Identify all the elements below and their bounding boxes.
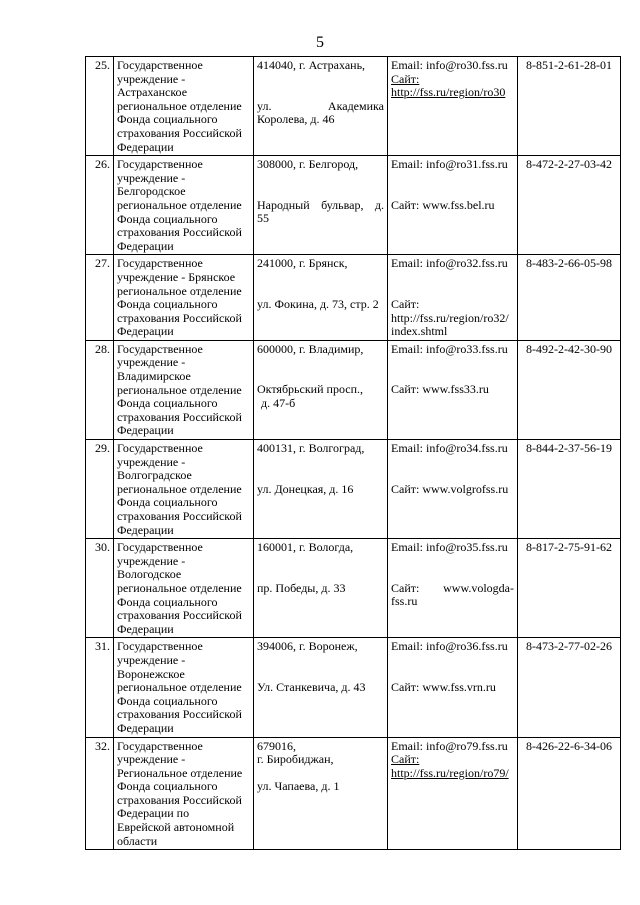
address: 160001, г. Вологда, пр. Победы, д. 33 — [254, 539, 388, 638]
organization-name: Государственное учреждение - Региональное отделение Фонда социального страхования Российской Федерации по Еврейской автономной области — [114, 737, 254, 850]
email-link[interactable]: Email: info@ro36.fss.ru — [391, 639, 508, 654]
email-link[interactable]: Email: info@ro32.fss.ru — [391, 256, 508, 271]
email-link[interactable]: Email: info@ro34.fss.ru — [391, 441, 508, 456]
site-link[interactable]: Сайт: www.fss.vrn.ru — [391, 679, 496, 694]
site-label: Сайт: — [391, 71, 420, 86]
email-link[interactable]: Email: info@ro33.fss.ru — [391, 341, 508, 356]
email-link[interactable]: Email: info@ro31.fss.ru — [391, 157, 508, 172]
address: 414040, г. Астрахань, ул. Академика Королева, д. 46 — [254, 57, 388, 156]
table-row — [86, 255, 621, 341]
organization-name: Государственное учреждение - Волгоградское региональное отделение Фонда социального страхования Российской Федерации — [114, 440, 254, 539]
site-link[interactable]: http://fss.ru/region/ro79/ — [391, 765, 509, 780]
address: 679016, г. Биробиджан, ул. Чапаева, д. 1 — [254, 737, 388, 850]
row-number: 29. — [86, 440, 114, 539]
address: 308000, г. Белгород, Народный бульвар, д. 55 — [254, 156, 388, 255]
address: 394006, г. Воронеж, Ул. Станкевича, д. 43 — [254, 638, 388, 737]
site-link[interactable]: Сайт: www.fss33.ru — [391, 382, 489, 397]
email-link[interactable]: Email: info@ro35.fss.ru — [391, 540, 508, 555]
table-row — [86, 638, 621, 737]
organization-name: Государственное учреждение - Астраханское региональное отделение Фонда социального страхования Российской Федерации — [114, 57, 254, 156]
site-link[interactable]: http://fss.ru/region/ro32/ — [391, 310, 509, 325]
table-row — [86, 340, 621, 439]
contacts — [388, 440, 518, 539]
site-link[interactable]: Сайт: www.fss.bel.ru — [391, 197, 495, 212]
organization-name: Государственное учреждение - Владимирское региональное отделение Фонда социального страхования Российской Федерации — [114, 340, 254, 439]
row-number: 30. — [86, 539, 114, 638]
site-link[interactable]: http://fss.ru/region/ro30 — [391, 85, 506, 100]
contacts — [388, 156, 518, 255]
site-label: Сайт: — [391, 580, 420, 595]
phone-number: 8-492-2-42-30-90 — [518, 340, 621, 439]
organization-name: Государственное учреждение - Брянское региональное отделение Фонда социального страхования Российской Федерации — [114, 255, 254, 341]
row-number: 28. — [86, 340, 114, 439]
table-row — [86, 57, 621, 156]
site-link-continued[interactable]: index.shtml — [391, 324, 448, 339]
address: 600000, г. Владимир, Октябрьский просп., д. 47-б — [254, 340, 388, 439]
table-row — [86, 539, 621, 638]
row-number: 31. — [86, 638, 114, 737]
organization-name: Государственное учреждение - Воронежское региональное отделение Фонда социального страхования Российской Федерации — [114, 638, 254, 737]
site-label: Сайт: — [391, 296, 420, 311]
row-number: 27. — [86, 255, 114, 341]
table-row — [86, 737, 621, 850]
contacts — [388, 638, 518, 737]
contacts — [388, 340, 518, 439]
page-number: 5 — [316, 34, 324, 51]
phone-number: 8-844-2-37-56-19 — [518, 440, 621, 539]
site-link-continued[interactable]: fss.ru — [391, 594, 418, 609]
regional-offices-table — [85, 56, 621, 850]
row-number: 26. — [86, 156, 114, 255]
row-number: 32. — [86, 737, 114, 850]
contacts — [388, 57, 518, 156]
row-number: 25. — [86, 57, 114, 156]
site-link[interactable]: www.vologda- — [443, 580, 514, 595]
phone-number: 8-817-2-75-91-62 — [518, 539, 621, 638]
phone-number: 8-851-2-61-28-01 — [518, 57, 621, 156]
site-label: Сайт: — [391, 752, 420, 767]
phone-number: 8-473-2-77-02-26 — [518, 638, 621, 737]
contacts — [388, 737, 518, 850]
organization-name: Государственное учреждение - Белгородское региональное отделение Фонда социального страхования Российской Федерации — [114, 156, 254, 255]
email-link[interactable]: Email: info@ro30.fss.ru — [391, 58, 508, 72]
table-row — [86, 440, 621, 539]
organization-name: Государственное учреждение - Вологодское региональное отделение Фонда социального страхования Российской Федерации — [114, 539, 254, 638]
address: 241000, г. Брянск, ул. Фокина, д. 73, стр. 2 — [254, 255, 388, 341]
contacts — [388, 539, 518, 638]
phone-number: 8-483-2-66-05-98 — [518, 255, 621, 341]
email-link[interactable]: Email: info@ro79.fss.ru — [391, 738, 508, 753]
address: 400131, г. Волгоград, ул. Донецкая, д. 16 — [254, 440, 388, 539]
table-row — [86, 156, 621, 255]
site-link[interactable]: Сайт: www.volgrofss.ru — [391, 481, 509, 496]
phone-number: 8-426-22-6-34-06 — [518, 737, 621, 850]
phone-number: 8-472-2-27-03-42 — [518, 156, 621, 255]
contacts — [388, 255, 518, 341]
